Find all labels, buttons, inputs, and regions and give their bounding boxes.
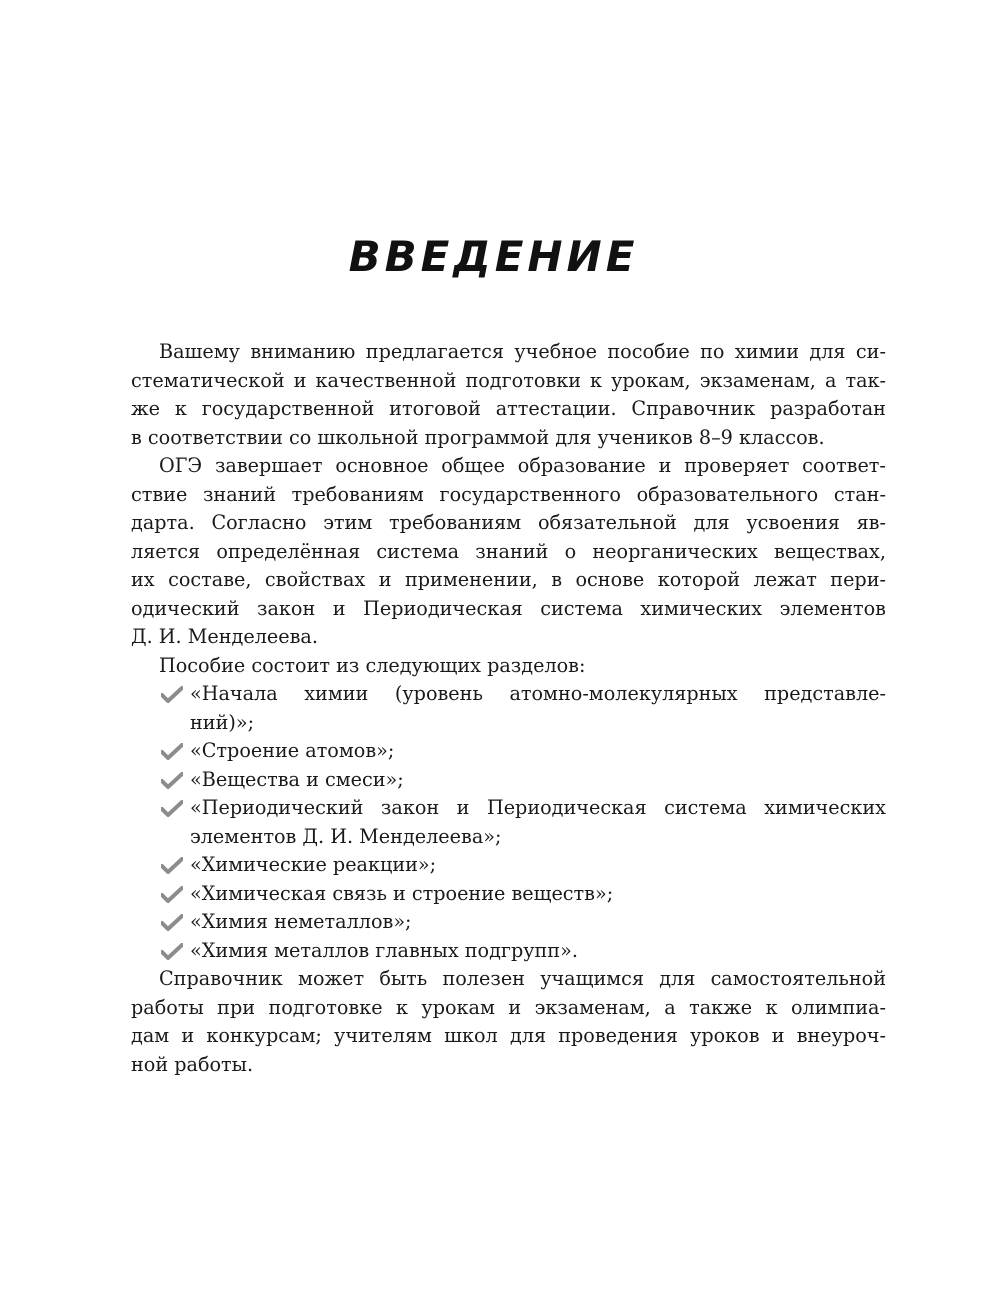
list-item xyxy=(131,680,886,737)
list-item xyxy=(131,794,886,851)
sections-list xyxy=(131,680,886,965)
list-item-text: «Химия неметаллов»; xyxy=(190,910,412,933)
list-item-text: элементов Д. И. Менделеева»; xyxy=(190,824,502,848)
list-intro: Пособие состоит из следующих разделов: xyxy=(159,653,586,677)
list-item xyxy=(131,937,886,966)
list-item-text: «Вещества и смеси»; xyxy=(190,767,404,791)
checkmark-icon xyxy=(161,800,183,818)
list-item-text: ний)»; xyxy=(190,710,255,734)
text-line: в соответствии со школьной программой для учеников 8–9 классов. xyxy=(131,425,825,449)
text-line: же к государственной итоговой аттестации. Справочник разработан xyxy=(131,397,886,420)
paragraph-1 xyxy=(131,338,886,452)
checkmark-icon xyxy=(161,686,183,704)
text-line: ОГЭ завершает основное общее образование и проверяет соответ- xyxy=(159,454,886,477)
paragraph-2 xyxy=(131,452,886,652)
list-item xyxy=(131,737,886,766)
text-line: работы при подготовке к урокам и экзаменам, а также к олимпиа- xyxy=(131,995,886,1019)
list-item-text: «Химия металлов главных подгрупп». xyxy=(190,938,578,962)
list-item-text: «Начала химии (уровень атомно-молекулярных представле- xyxy=(190,682,886,705)
checkmark-icon xyxy=(161,914,183,932)
list-item-text: «Периодический закон и Периодическая система химических xyxy=(190,796,886,819)
list-item-text: «Химическая связь и строение веществ»; xyxy=(190,881,614,905)
text-line: дам и конкурсам; учителям школ для проведения уроков и внеуроч- xyxy=(131,1024,886,1047)
text-line: одический закон и Периодическая система химических элементов xyxy=(131,596,886,620)
checkmark-icon xyxy=(161,886,183,904)
text-line: ляется определённая система знаний о неорганических веществах, xyxy=(131,539,886,563)
body-text xyxy=(131,338,886,1079)
text-line: Д. И. Менделеева. xyxy=(131,625,318,648)
text-line: Вашему вниманию предлагается учебное пособие по химии для си- xyxy=(159,340,886,363)
list-item xyxy=(131,908,886,937)
paragraph-3 xyxy=(131,965,886,1079)
checkmark-icon xyxy=(161,772,183,790)
text-line: Справочник может быть полезен учащимся для самостоятельной xyxy=(159,967,886,990)
list-item xyxy=(131,851,886,880)
checkmark-icon xyxy=(161,943,183,961)
list-item-text: «Строение атомов»; xyxy=(190,739,395,762)
page-title: ВВЕДЕНИЕ xyxy=(348,232,639,281)
checkmark-icon xyxy=(161,743,183,761)
text-line: их составе, свойствах и применении, в основе которой лежат пери- xyxy=(131,568,886,591)
checkmark-icon xyxy=(161,857,183,875)
list-item xyxy=(131,880,886,909)
text-line: ствие знаний требованиям государственного образовательного стан- xyxy=(131,482,886,506)
text-line: дарта. Согласно этим требованиям обязательной для усвоения яв- xyxy=(131,511,886,534)
list-item xyxy=(131,766,886,795)
text-line: стематической и качественной подготовки к урокам, экзаменам, а так- xyxy=(131,368,886,392)
text-line: ной работы. xyxy=(131,1052,254,1076)
list-item-text: «Химические реакции»; xyxy=(190,853,437,876)
